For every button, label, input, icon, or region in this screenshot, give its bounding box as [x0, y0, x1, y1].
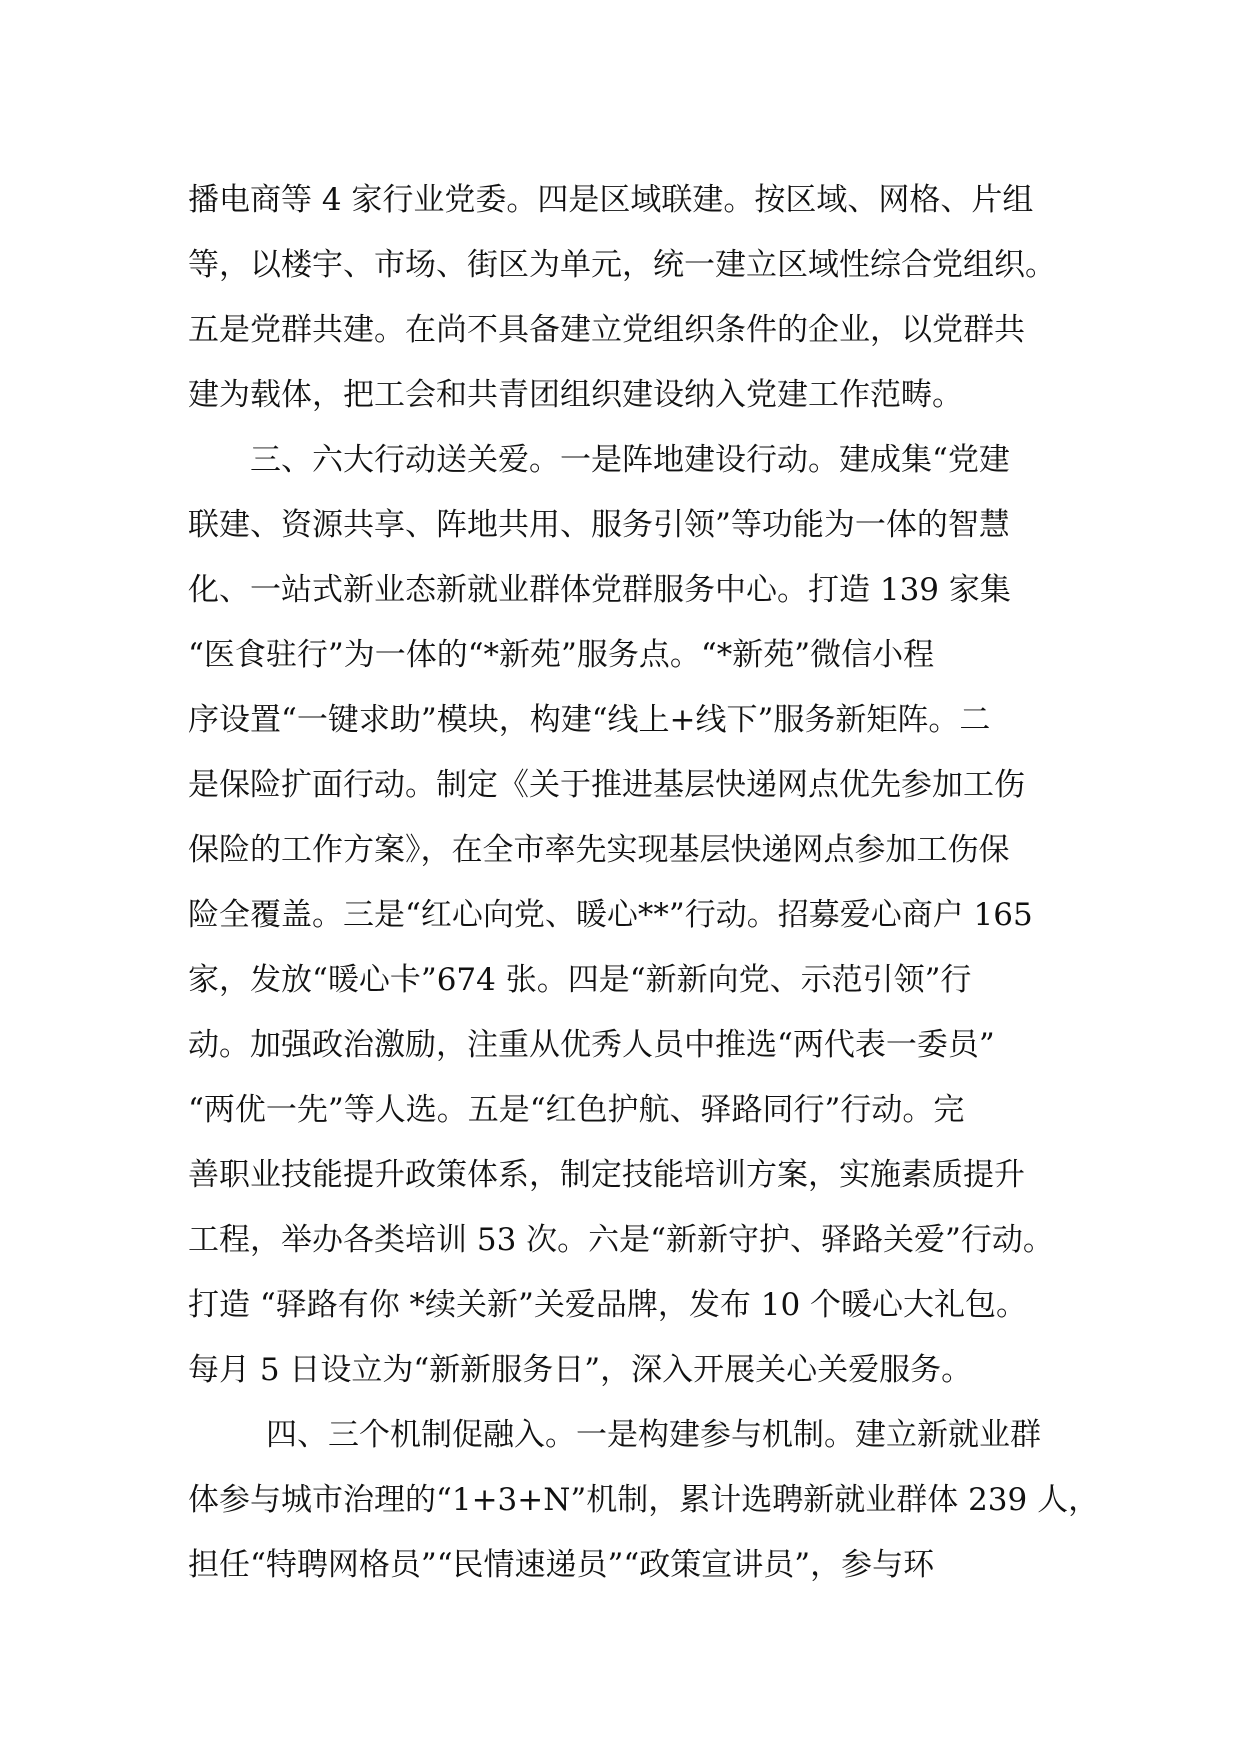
section-four-first-line: 四、三个机制促融入。一是构建参与机制。建立新就业群 — [266, 1417, 1041, 1453]
paragraph-line: 五是党群共建。在尚不具备建立党组织条件的企业，以党群共 — [188, 312, 1025, 348]
paragraph-line: 善职业技能提升政策体系，制定技能培训方案，实施素质提升 — [188, 1157, 1025, 1193]
paragraph-line: 序设置“一键求助”模块，构建“线上+线下”服务新矩阵。二 — [188, 702, 991, 738]
paragraph-line: 每月 5 日设立为“新新服务日”，深入开展关心关爱服务。 — [188, 1352, 973, 1388]
paragraph-line: 化、一站式新业态新就业群体党群服务中心。打造 139 家集 — [188, 572, 1011, 608]
paragraph-line: 体参与城市治理的“1+3+N”机制，累计选聘新就业群体 239 人， — [188, 1482, 1100, 1518]
document-body — [188, 168, 1100, 1598]
paragraph-line: 等，以楼宇、市场、街区为单元，统一建立区域性综合党组织。 — [188, 247, 1056, 283]
paragraph-line: “医食驻行”为一体的“*新苑”服务点。“*新苑”微信小程 — [188, 637, 935, 673]
paragraph-line: 播电商等 4 家行业党委。四是区域联建。按区域、网格、片组 — [188, 182, 1034, 218]
paragraph-line: 打造 “驿路有你 *续关新”关爱品牌，发布 10 个暖心大礼包。 — [188, 1287, 1028, 1323]
paragraph-line: 担任“特聘网格员”“民情速递员”“政策宣讲员”，参与环 — [188, 1547, 935, 1583]
paragraph-line: 动。加强政治激励，注重从优秀人员中推选“两代表一委员” — [188, 1027, 995, 1063]
paragraph-line: 工程，举办各类培训 53 次。六是“新新守护、驿路关爱”行动。 — [188, 1222, 1054, 1258]
paragraph-line: 联建、资源共享、阵地共用、服务引领”等功能为一体的智慧 — [188, 507, 1010, 543]
paragraph-line: 是保险扩面行动。制定《关于推进基层快递网点优先参加工伤 — [188, 767, 1025, 803]
paragraph-line: 建为载体，把工会和共青团组织建设纳入党建工作范畴。 — [188, 377, 963, 413]
section-three-first-line: 三、六大行动送关爱。一是阵地建设行动。建成集“党建 — [250, 442, 1010, 478]
paragraph-line: 家，发放“暖心卡”674 张。四是“新新向党、示范引领”行 — [188, 962, 972, 998]
paragraph-line: 险全覆盖。三是“红心向党、暖心**”行动。招募爱心商户 165 — [188, 897, 1033, 933]
paragraph-line: 保险的工作方案》，在全市率先实现基层快递网点参加工伤保 — [188, 832, 1010, 868]
paragraph-line: “两优一先”等人选。五是“红色护航、驿路同行”行动。完 — [188, 1092, 965, 1128]
